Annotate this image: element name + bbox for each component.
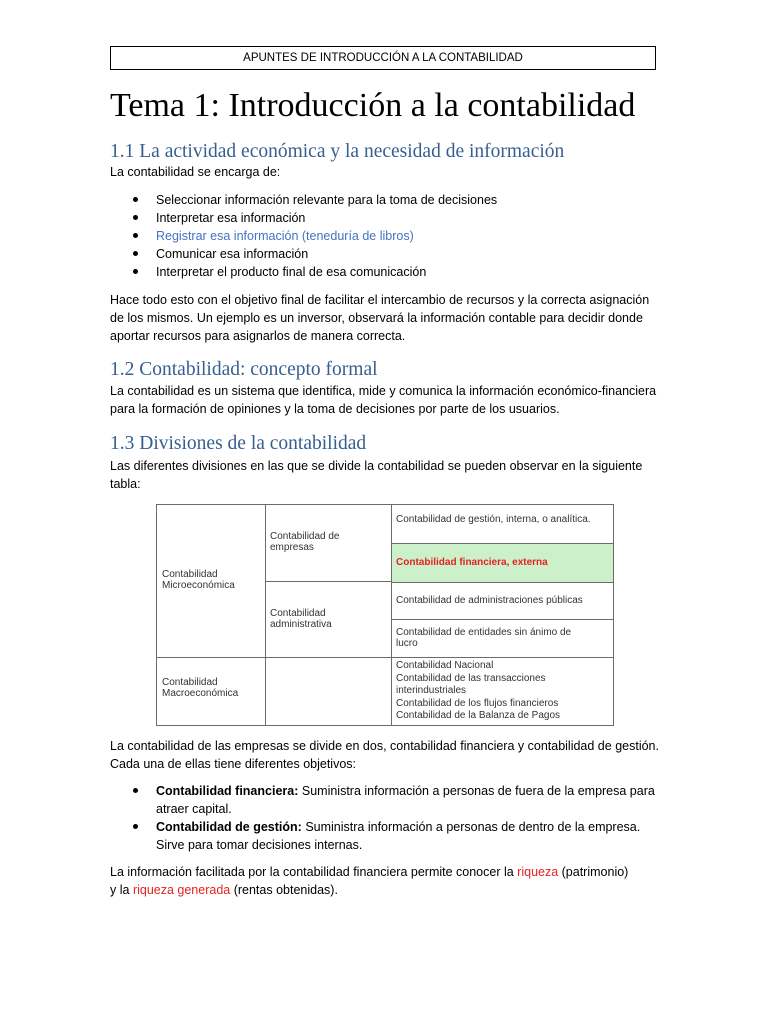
cell-administrativa: Contabilidad administrativa (270, 608, 332, 630)
section-1-3-paragraph-2 (110, 863, 660, 899)
text-run: y la (110, 883, 133, 897)
list-item: Comunicar esa información (110, 245, 660, 263)
section-1-1-intro: La contabilidad se encarga de: (110, 165, 281, 179)
list-item (110, 782, 660, 818)
list-item (110, 818, 660, 854)
text-run: La información facilitada por la contabilidad financiera permite conocer la (110, 865, 518, 879)
cell-sin-animo: Contabilidad de entidades sin ánimo de lucro (396, 627, 572, 649)
riqueza-generada-term: riqueza generada (132, 883, 231, 897)
macro-item: Contabilidad de los flujos financieros (396, 697, 559, 709)
list-item-label: Contabilidad de gestión: (156, 820, 302, 834)
cell-financiera: Contabilidad financiera, externa (396, 557, 548, 568)
list-item: Interpretar el producto final de esa comunicación (110, 263, 660, 281)
section-1-3-list (110, 782, 660, 854)
text-run: (patrimonio) (558, 865, 629, 879)
section-1-2-paragraph: La contabilidad es un sistema que identifica, mide y comunica la información económico-financiera para la formación de opiniones y la toma de decisiones por parte de los usuarios. (110, 384, 657, 416)
cell-macro-items (391, 660, 591, 723)
list-item: Seleccionar información relevante para la toma de decisiones (110, 191, 660, 209)
section-1-3-intro: Las diferentes divisiones en las que se divide la contabilidad se pueden observar en la siguiente tabla: (110, 459, 643, 491)
section-heading-1-3: 1.3 Divisiones de la contabilidad (110, 433, 367, 454)
list-item-text: Suministra información a personas de dentro de la empresa. Sirve para tomar decisiones internas. (156, 820, 641, 852)
list-item-text: Suministra información a personas de fuera de la empresa para atraer capital. (156, 784, 655, 816)
macro-item: Contabilidad de la Balanza de Pagos (396, 710, 561, 721)
macro-item: Contabilidad Nacional (396, 660, 494, 671)
list-item: Interpretar esa información (110, 209, 660, 227)
list-item-label: Contabilidad financiera: (156, 784, 299, 798)
section-1-1-list (110, 191, 660, 281)
riqueza-term: riqueza (517, 865, 559, 879)
page-title: Tema 1: Introducción a la contabilidad (110, 87, 636, 124)
list-item: Registrar esa información (teneduría de libros) (110, 227, 660, 245)
cell-empresas: Contabilidad de empresas (270, 531, 340, 553)
cell-micro: Contabilidad Microeconómica (162, 569, 235, 591)
text-run: (rentas obtenidas). (230, 883, 338, 897)
macro-item: Contabilidad de las transacciones interindustriales (396, 672, 546, 696)
section-heading-1-2: 1.2 Contabilidad: concepto formal (110, 359, 378, 380)
section-1-1-paragraph: Hace todo esto con el objetivo final de facilitar el intercambio de recursos y la correcta asignación de los mismos. Un ejemplo es un inversor, observará la información contable para decidir donde aportar recursos para asignarlos de manera correcta. (110, 293, 650, 343)
running-header: APUNTES DE INTRODUCCIÓN A LA CONTABILIDAD (110, 46, 656, 70)
section-1-3-paragraph-1: La contabilidad de las empresas se divide en dos, contabilidad financiera y contabilidad de gestión. Cada una de ellas tiene diferentes objetivos: (110, 739, 659, 771)
divisions-table (156, 504, 614, 726)
cell-macro: Contabilidad Macroeconómica (162, 677, 239, 699)
section-heading-1-1: 1.1 La actividad económica y la necesidad de información (110, 141, 565, 162)
cell-gestion: Contabilidad de gestión, interna, o analítica. (396, 514, 591, 525)
cell-admin-publicas: Contabilidad de administraciones públicas (396, 595, 583, 606)
